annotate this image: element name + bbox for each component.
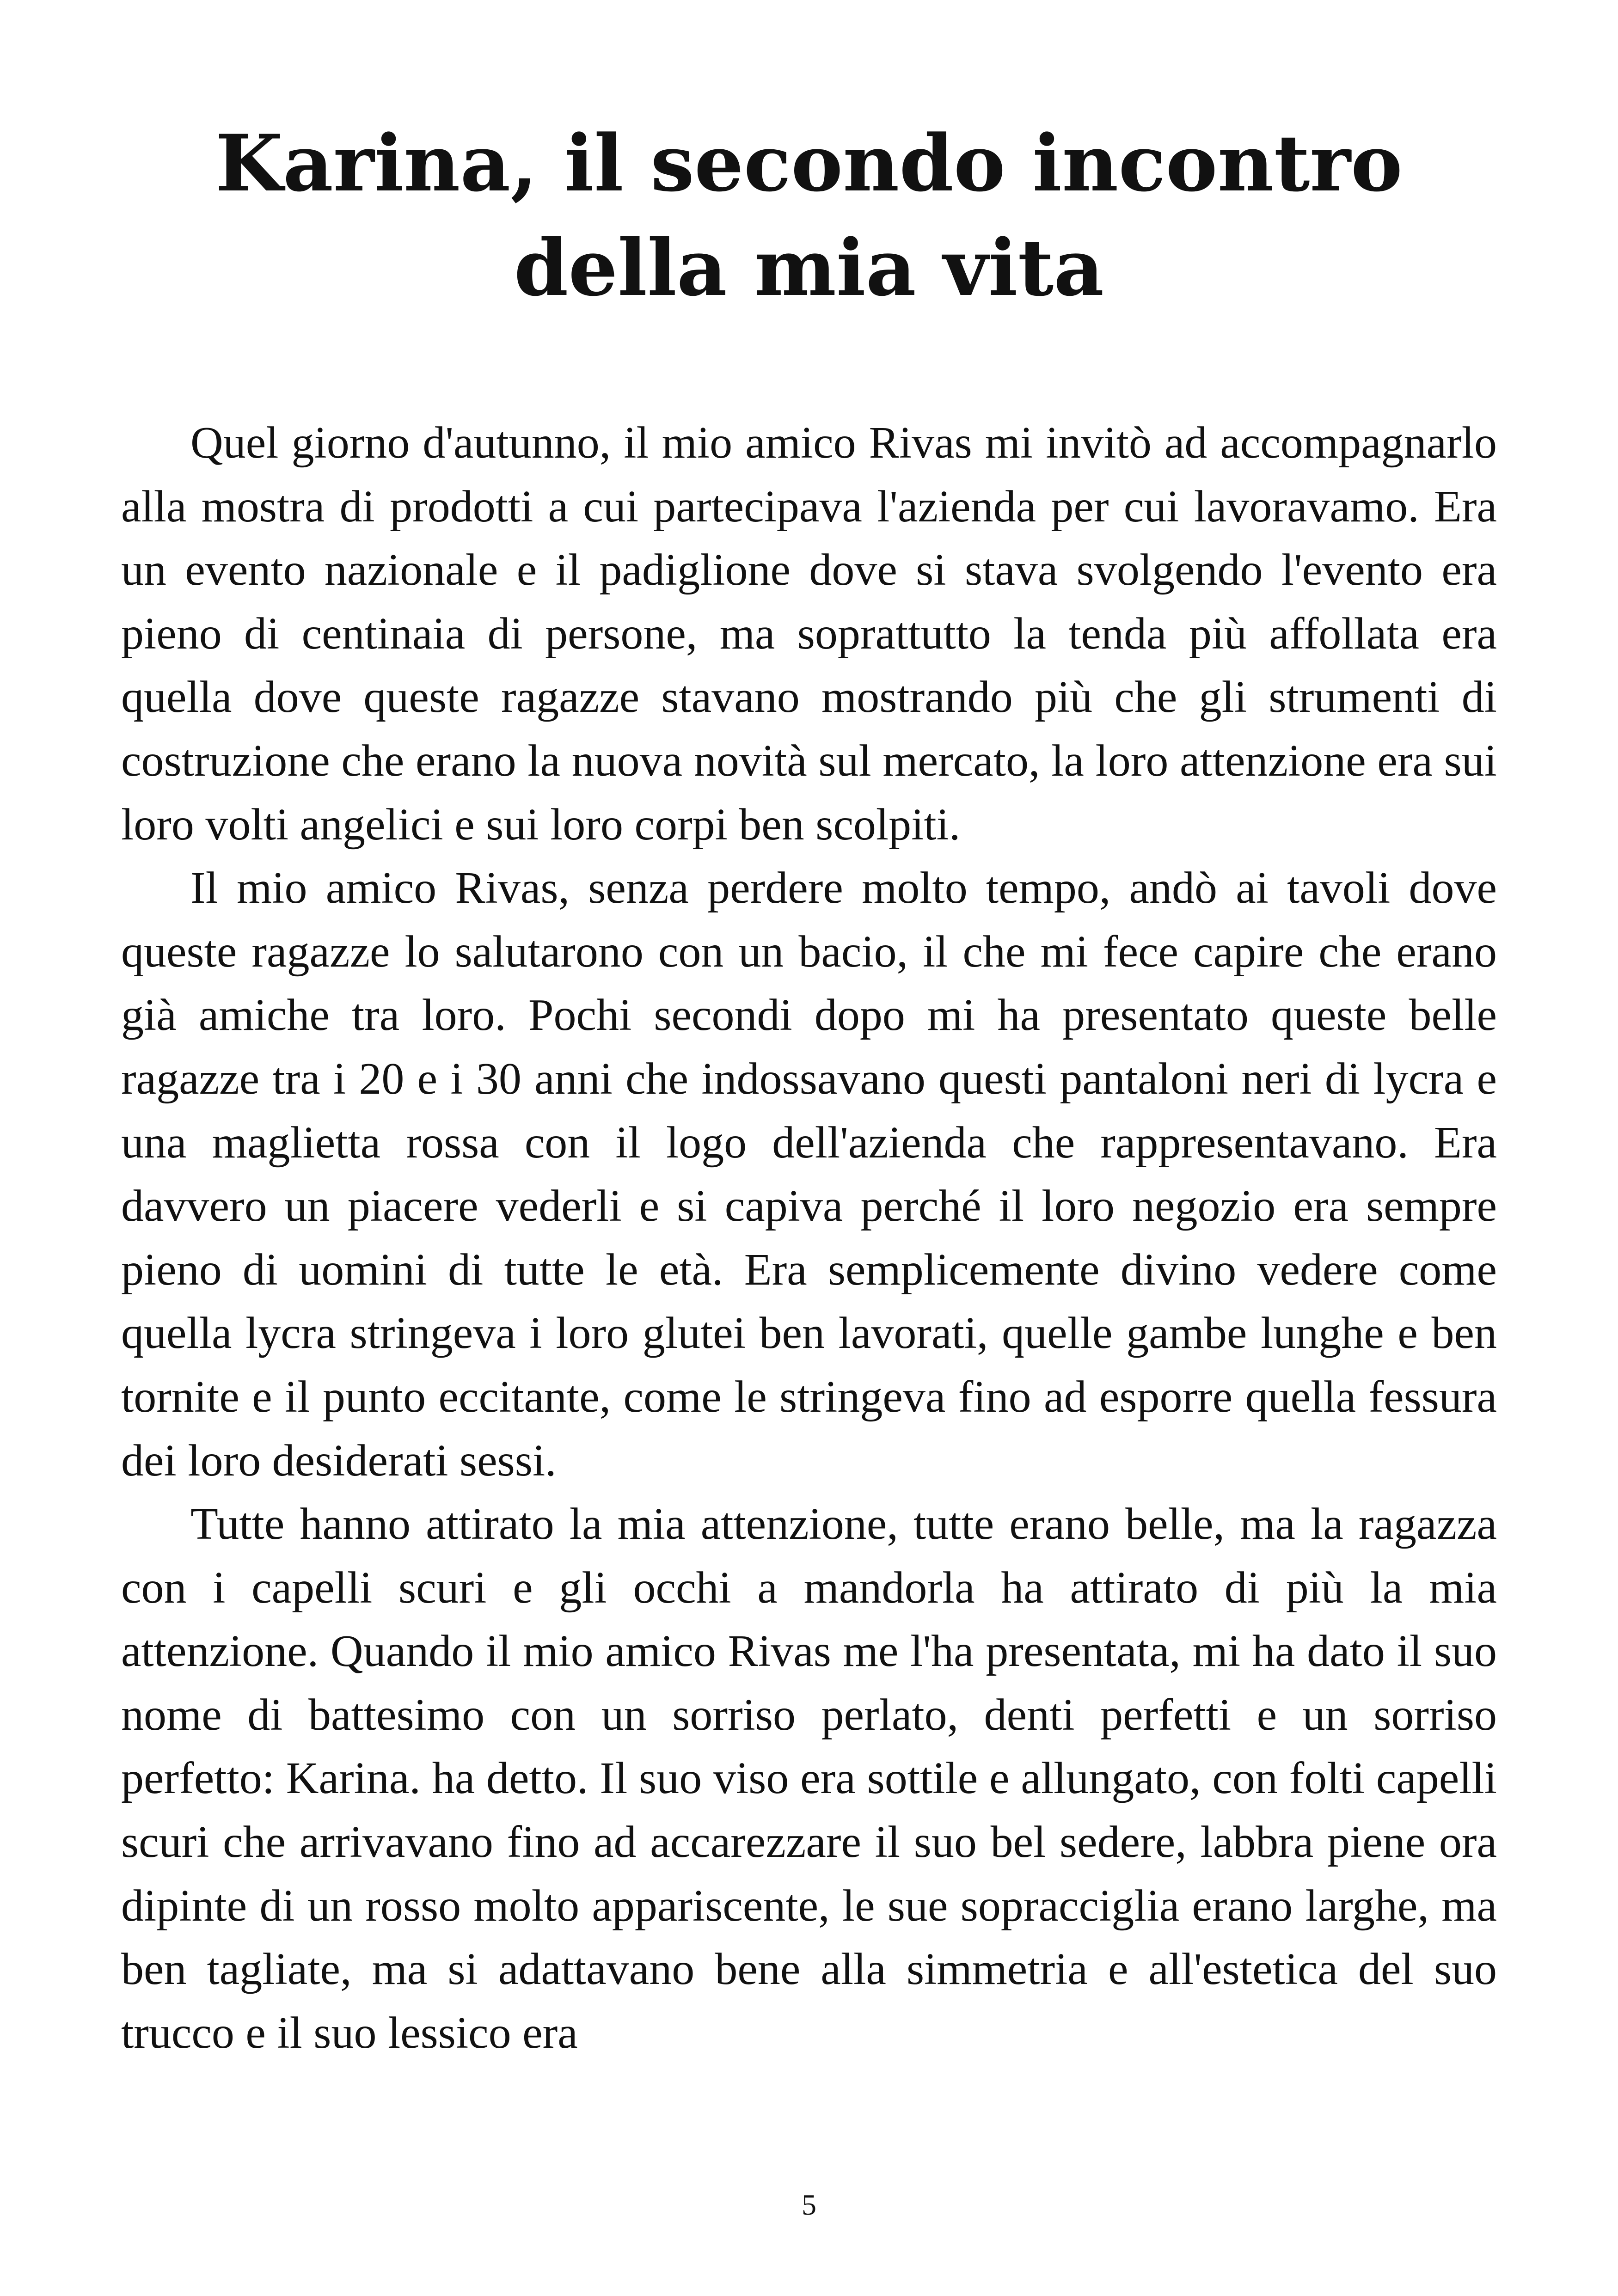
paragraph-2: Il mio amico Rivas, senza perdere molto tempo, andò ai tavoli dove queste ragazze lo salutarono con un bacio, il che mi fece capire che erano già amiche tra loro. Pochi secondi dopo mi ha presentato queste belle ragazze tra i 20 e i 30 anni che indossavano questi pantaloni neri di lycra e una maglietta rossa con il logo dell'azienda che rappresentavano. Era davvero un piacere vederli e si capiva perché il loro negozio era sempre pieno di uomini di tutte le età. Era semplicemente divino vedere come quella lycra stringeva i loro glutei ben lavorati, quelle gambe lunghe e ben tornite e il punto eccitante, come le stringeva fino ad esporre quella fessura dei loro desiderati sessi. (121, 863, 1497, 1486)
chapter-title: Karina, il secondo incontro della mia vita (215, 117, 1403, 313)
paragraph-1: Quel giorno d'autunno, il mio amico Rivas mi invitò ad accompagnarlo alla mostra di prodotti a cui partecipava l'azienda per cui lavoravamo. Era un evento nazionale e il padiglione dove si stava svolgendo l'evento era pieno di centinaia di persone, ma soprattutto la tenda più affollata era quella dove queste ragazze stavano mostrando più che gli strumenti di costruzione che erano la nuova novità sul mercato, la loro attenzione era sui loro volti angelici e sui loro corpi ben scolpiti. (121, 418, 1497, 850)
chapter-body (121, 411, 1497, 2065)
paragraph-3: Tutte hanno attirato la mia attenzione, tutte erano belle, ma la ragazza con i capelli scuri e gli occhi a mandorla ha attirato di più la mia attenzione. Quando il mio amico Rivas me l'ha presentata, mi ha dato il suo nome di battesimo con un sorriso perlato, denti perfetti e un sorriso perfetto: Karina. ha detto. Il suo viso era sottile e allungato, con folti capelli scuri che arrivavano fino ad accarezzare il suo bel sedere, labbra piene ora dipinte di un rosso molto appariscente, le sue sopracciglia erano larghe, ma ben tagliate, ma si adattavano bene alla simmetria e all'estetica del suo trucco e il suo lessico era (121, 1499, 1497, 2058)
page-number: 5 (802, 2188, 816, 2221)
